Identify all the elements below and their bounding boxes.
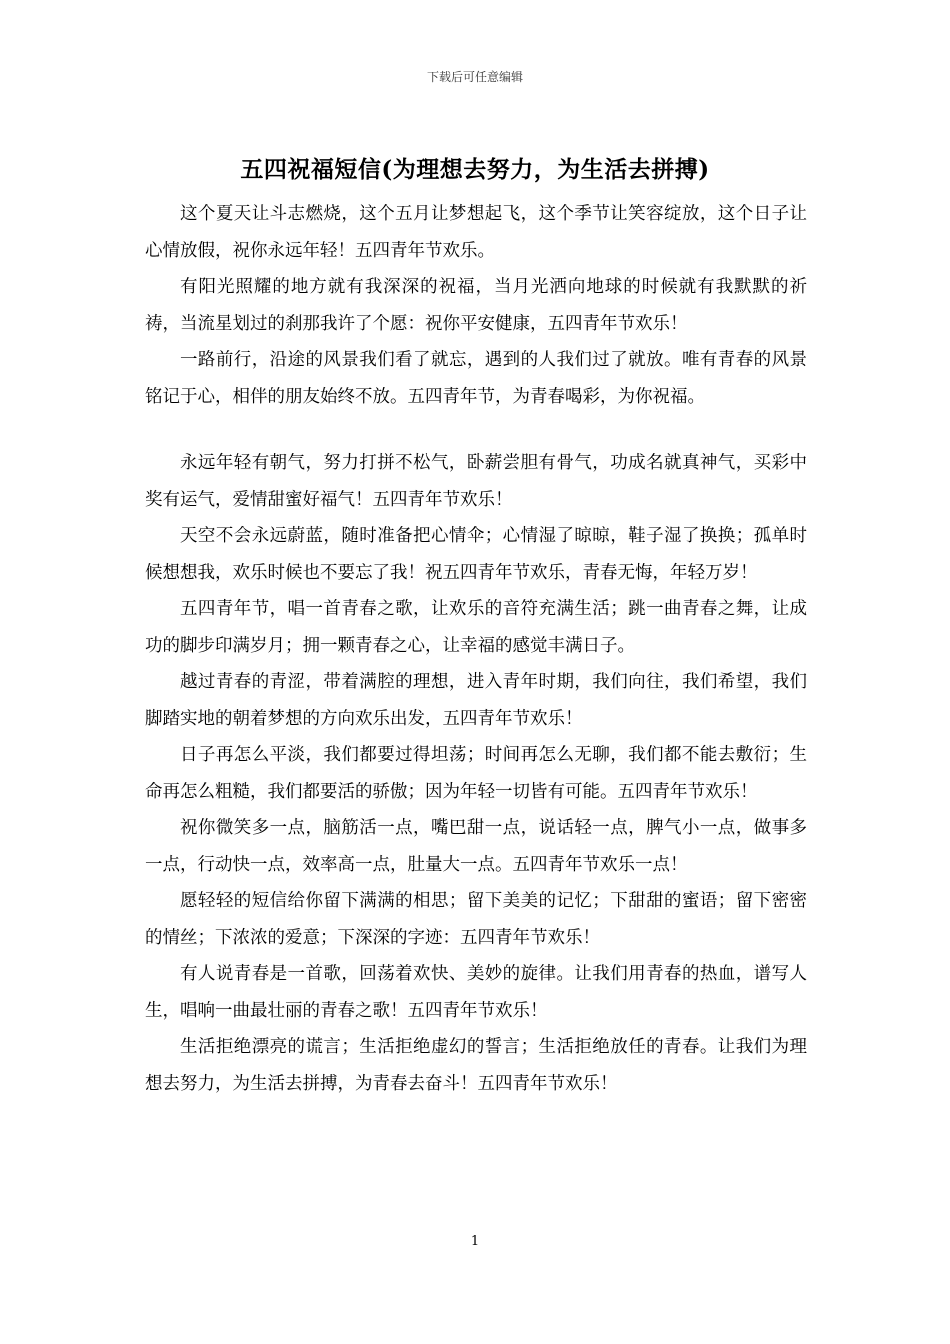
paragraph: 天空不会永远蔚蓝，随时准备把心情伞；心情湿了晾晾，鞋子湿了换换；孤单时候想想我，欢乐时候也不要忘了我！祝五四青年节欢乐，青春无悔，年轻万岁！ [145,526,807,583]
paragraph: 一路前行，沿途的风景我们看了就忘，遇到的人我们过了就放。唯有青春的风景铭记于心，相伴的朋友始终不放。五四青年节，为青春喝彩，为你祝福。 [145,350,807,407]
paragraph: 有人说青春是一首歌，回荡着欢快、美妙的旋律。让我们用青春的热血，谱写人生，唱响一曲最壮丽的青春之歌！五四青年节欢乐！ [145,964,807,1021]
paragraph: 五四青年节，唱一首青春之歌，让欢乐的音符充满生活；跳一曲青春之舞，让成功的脚步印满岁月；拥一颗青春之心，让幸福的感觉丰满日子。 [145,599,807,656]
page-number: 1 [470,1234,480,1249]
document-body [145,196,807,1102]
document-title: 五四祝福短信(为理想去努力，为生活去拼搏) [240,156,710,183]
paragraph: 日子再怎么平淡，我们都要过得坦荡；时间再怎么无聊，我们都不能去敷衍；生命再怎么粗糙，我们都要活的骄傲；因为年轻一切皆有可能。五四青年节欢乐！ [145,745,807,802]
paragraph: 有阳光照耀的地方就有我深深的祝福，当月光洒向地球的时候就有我默默的祈祷，当流星划过的刹那我许了个愿：祝你平安健康，五四青年节欢乐！ [145,277,807,334]
paragraph: 愿轻轻的短信给你留下满满的相思；留下美美的记忆；下甜甜的蜜语；留下密密的情丝；下浓浓的爱意；下深深的字迹：五四青年节欢乐！ [145,891,807,948]
header-note: 下载后可任意编辑 [426,70,523,84]
paragraph: 祝你微笑多一点，脑筋活一点，嘴巴甜一点，说话轻一点，脾气小一点，做事多一点，行动快一点，效率高一点，肚量大一点。五四青年节欢乐一点！ [145,818,807,875]
paragraph: 永远年轻有朝气，努力打拼不松气，卧薪尝胆有骨气，功成名就真神气，买彩中奖有运气，爱情甜蜜好福气！五四青年节欢乐！ [145,453,807,510]
paragraph: 越过青春的青涩，带着满腔的理想，进入青年时期，我们向往，我们希望，我们脚踏实地的朝着梦想的方向欢乐出发，五四青年节欢乐！ [145,672,807,729]
paragraph: 生活拒绝漂亮的谎言；生活拒绝虚幻的誓言；生活拒绝放任的青春。让我们为理想去努力，为生活去拼搏，为青春去奋斗！五四青年节欢乐！ [145,1037,807,1094]
paragraph: 这个夏天让斗志燃烧，这个五月让梦想起飞，这个季节让笑容绽放，这个日子让心情放假，祝你永远年轻！五四青年节欢乐。 [145,204,807,261]
